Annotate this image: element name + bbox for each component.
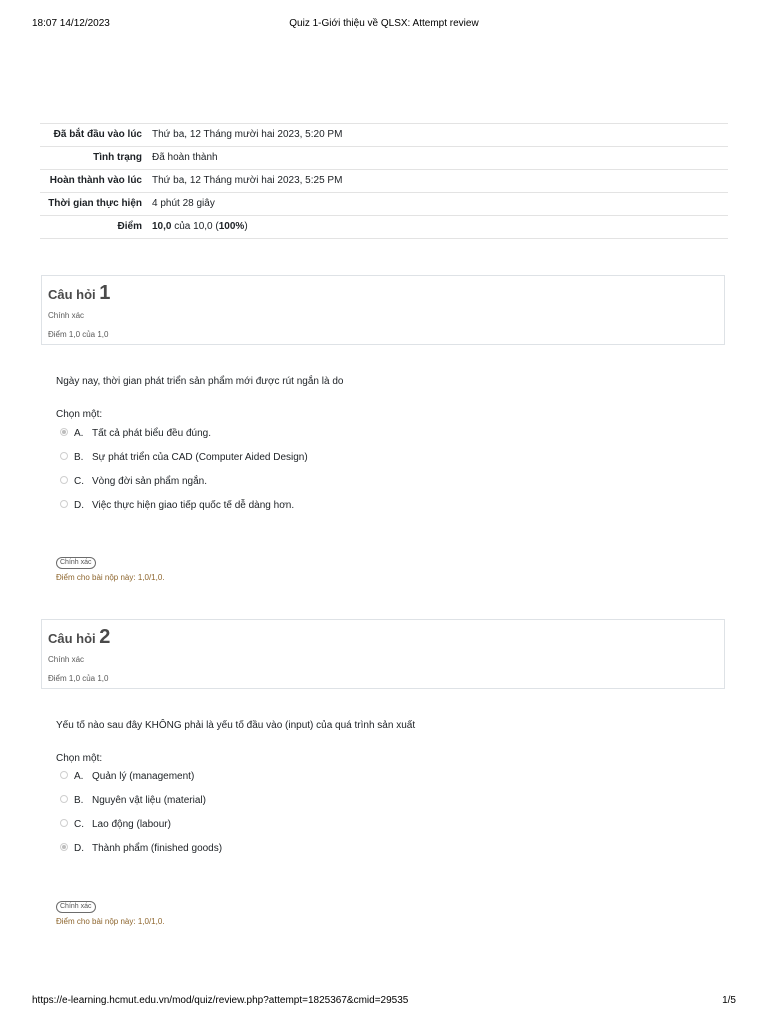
question-2-info [41, 619, 725, 689]
answer-option-d[interactable]: D. Thành phẩm (finished goods) [60, 842, 222, 866]
summary-value: Đã hoàn thành [152, 152, 218, 163]
question-2-prompt: Chọn một: [56, 753, 103, 764]
radio-icon[interactable] [60, 476, 68, 484]
question-1-info [41, 275, 725, 345]
print-header [32, 18, 736, 32]
question-2-feedback-badge: Chính xác [56, 901, 96, 913]
summary-value: 10,0 của 10,0 (100%) [152, 221, 248, 232]
print-datetime: 18:07 14/12/2023 [32, 18, 110, 29]
answer-option-c[interactable]: C. Vòng đời sản phẩm ngắn. [60, 475, 308, 499]
question-2-mark: Điểm cho bài nộp này: 1,0/1,0. [56, 917, 165, 926]
summary-label: Điểm [117, 221, 142, 232]
question-number: 1 [99, 282, 111, 304]
question-grade: Điểm 1,0 của 1,0 [48, 330, 109, 339]
answer-option-b[interactable]: B. Nguyên vật liệu (material) [60, 794, 222, 818]
summary-row-started [40, 124, 728, 147]
summary-value: Thứ ba, 12 Tháng mười hai 2023, 5:25 PM [152, 175, 343, 186]
question-state: Chính xác [48, 655, 85, 664]
summary-label: Tình trạng [93, 152, 142, 163]
question-1-feedback-badge: Chính xác [56, 557, 96, 569]
print-footer [32, 995, 736, 1009]
summary-label: Hoàn thành vào lúc [49, 175, 142, 186]
question-1-prompt: Chọn một: [56, 409, 103, 420]
question-grade: Điểm 1,0 của 1,0 [48, 674, 109, 683]
grade-percent: 100% [218, 221, 245, 232]
radio-icon[interactable] [60, 452, 68, 460]
question-2-answers [60, 770, 223, 854]
radio-icon[interactable] [60, 819, 68, 827]
radio-icon[interactable] [60, 771, 68, 779]
summary-value: 4 phút 28 giây [152, 198, 215, 209]
answer-option-a[interactable]: A. Tất cả phát biểu đều đúng. [60, 427, 308, 451]
attempt-summary-table [40, 123, 728, 239]
question-1-answers [60, 427, 308, 511]
question-2-text: Yếu tố nào sau đây KHÔNG phải là yếu tố đầu vào (input) của quá trình sản xuất [56, 720, 416, 731]
summary-label: Đã bắt đầu vào lúc [53, 129, 142, 140]
summary-row-grade [40, 216, 728, 239]
radio-checked-icon[interactable] [60, 843, 68, 851]
grade-score: 10,0 [152, 221, 172, 232]
question-number: 2 [99, 626, 111, 648]
question-heading: Câu hỏi [48, 631, 96, 646]
answer-option-a[interactable]: A. Quản lý (management) [60, 770, 222, 794]
question-1-text: Ngày nay, thời gian phát triển sản phẩm mới được rút ngắn là do [56, 376, 344, 387]
radio-icon[interactable] [60, 500, 68, 508]
question-1-mark: Điểm cho bài nộp này: 1,0/1,0. [56, 573, 165, 582]
answer-option-d[interactable]: D. Việc thực hiện giao tiếp quốc tế dễ dàng hơn. [60, 499, 308, 523]
summary-row-state [40, 147, 728, 170]
radio-icon[interactable] [60, 795, 68, 803]
question-heading: Câu hỏi [48, 287, 96, 302]
question-state: Chính xác [48, 311, 85, 320]
print-url: https://e-learning.hcmut.edu.vn/mod/quiz/review.php?attempt=1825367&cmid=29535 [32, 995, 409, 1006]
summary-label: Thời gian thực hiện [48, 198, 142, 209]
answer-option-b[interactable]: B. Sự phát triển của CAD (Computer Aided Design) [60, 451, 308, 475]
radio-checked-icon[interactable] [60, 428, 68, 436]
answer-option-c[interactable]: C. Lao động (labour) [60, 818, 222, 842]
print-page-number: 1/5 [722, 995, 736, 1006]
summary-row-completed [40, 170, 728, 193]
summary-row-time-taken [40, 193, 728, 216]
print-title: Quiz 1-Giới thiệu về QLSX: Attempt review [289, 18, 479, 29]
summary-value: Thứ ba, 12 Tháng mười hai 2023, 5:20 PM [152, 129, 343, 140]
